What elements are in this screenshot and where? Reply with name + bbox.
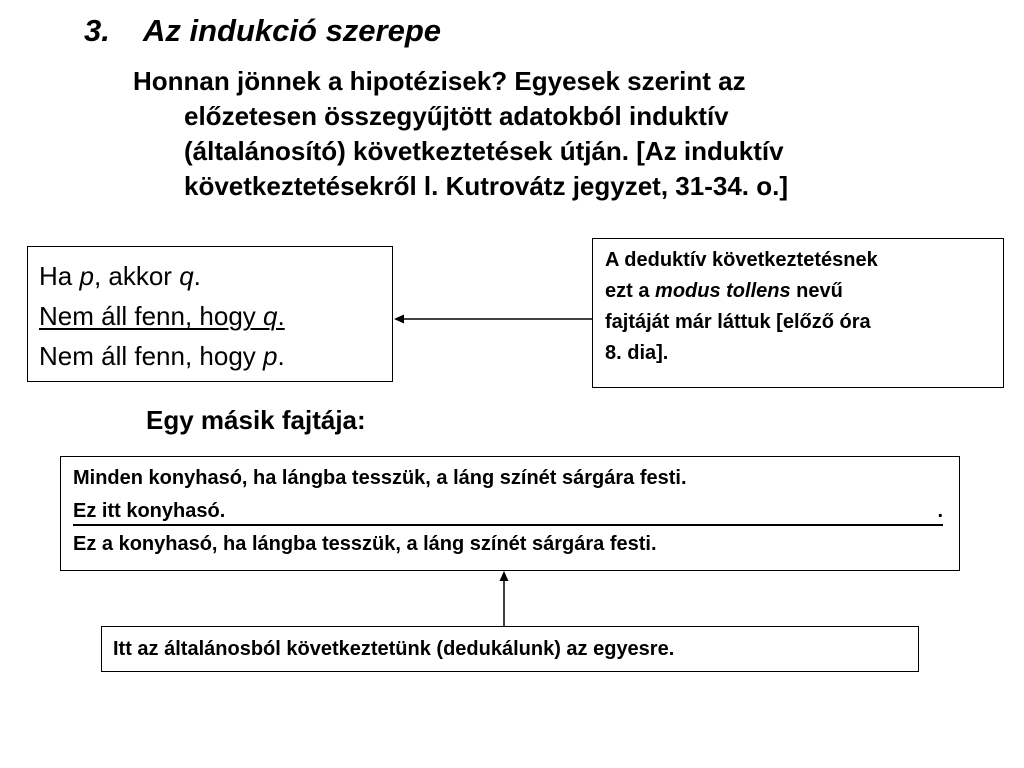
premise-1-period: . xyxy=(193,261,201,291)
syllogism-premise-1: Minden konyhasó, ha lángba tesszük, a láng színét sárgára festi. xyxy=(73,467,687,489)
intro-line: következtetésekről l. Kutrovátz jegyzet, 31-34. o.] xyxy=(184,171,788,201)
note-term-italic: modus tollens xyxy=(655,280,791,302)
syllogism-conclusion: Ez a konyhasó, ha lángba tesszük, a láng színét sárgára festi. xyxy=(73,533,657,555)
subheading: Egy másik fajtája: xyxy=(146,405,366,435)
intro-line: előzetesen összegyűjtött adatokból induktív xyxy=(184,101,729,131)
syllogism-premise-2-text: Ez itt konyhasó. xyxy=(73,500,226,522)
conclusion-period: . xyxy=(277,341,285,371)
conclusion-text: Nem áll fenn, hogy xyxy=(39,341,264,371)
note-line: A deduktív következtetésnek xyxy=(605,249,878,271)
variable-p: p xyxy=(79,261,94,291)
arrow-bottom-note-to-syllogism xyxy=(500,571,509,626)
note-text: nevű xyxy=(790,280,843,302)
intro-line: (általánosító) következtetések útján. [Az induktív xyxy=(184,136,784,166)
premise-1-text-b: , akkor xyxy=(93,261,180,291)
premise-2-period: . xyxy=(277,301,285,331)
slide-title-text: Az indukció szerepe xyxy=(143,13,442,48)
arrow-note-to-modus-tollens xyxy=(394,315,592,324)
note-text: ezt a xyxy=(605,280,656,302)
slide-title-number: 3. xyxy=(84,13,110,48)
syllogism-premise-2-period: . xyxy=(937,500,943,522)
bottom-note-box: Itt az általánosból következtetünk (dedukálunk) az egyesre. xyxy=(101,626,919,672)
note-line: 8. dia]. xyxy=(605,342,669,364)
premise-1-text-a: Ha xyxy=(39,261,80,291)
variable-q: q xyxy=(179,261,194,291)
intro-line: Honnan jönnek a hipotézisek? Egyesek szerint az xyxy=(133,66,746,96)
variable-q: q xyxy=(263,301,278,331)
premise-2-text: Nem áll fenn, hogy xyxy=(39,301,264,331)
variable-p: p xyxy=(263,341,278,371)
note-line: fajtáját már láttuk [előző óra xyxy=(605,311,871,333)
